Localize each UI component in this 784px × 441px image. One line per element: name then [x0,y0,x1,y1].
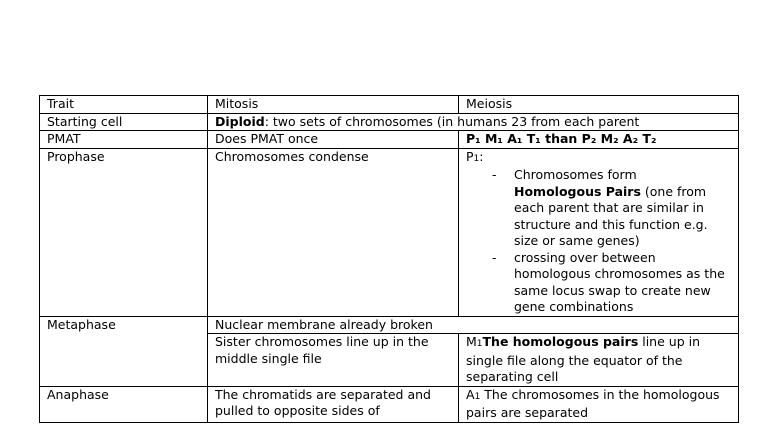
table-row-anaphase [40,386,739,422]
prophase-mitosis: Chromosomes condense [208,148,459,316]
row-label: PMAT [40,131,208,149]
metaphase-meiosis: M1The homologous pairs line up in single file along the equator of the separating cell [459,334,739,387]
pmat-meiosis-sequence: P₁ M₁ A₁ T₁ than P₂ M₂ A₂ T₂ [466,131,657,146]
anaphase-mitosis: The chromatids are separated and pulled to opposite sides of [208,386,459,422]
homologous-pairs-term: Homologous Pairs [514,183,641,199]
diploid-term: Diploid [215,113,265,129]
prophase-bullet-list [466,167,731,316]
header-meiosis: Meiosis [459,96,739,114]
pmat-mitosis: Does PMAT once [208,131,459,149]
homologous-pairs-term: The homologous pairs [482,334,639,349]
row-label: Prophase [40,148,208,316]
metaphase-shared: Nuclear membrane already broken [208,316,739,334]
anaphase-meiosis: A1 The chromosomes in the homologous pairs are separated [459,386,739,422]
starting-cell-value [208,113,739,131]
metaphase-mitosis: Sister chromosomes line up in the middle single file [208,334,459,387]
comparison-table [39,95,739,423]
list-item: - Chromosomes form Homologous Pairs (one from each parent that are similar in structure and this function e.g. size or same genes) [492,167,708,248]
row-label: Anaphase [40,386,208,422]
header-mitosis: Mitosis [208,96,459,114]
table-row-prophase [40,148,739,316]
table-row-starting-cell [40,113,739,131]
prophase-meiosis [459,148,739,316]
starting-cell-description: : two sets of chromosomes (in humans 23 from each parent [264,113,640,129]
list-item: - crossing over between homologous chromosomes as the same locus swap to create new gene combinations [492,249,725,314]
row-label: Metaphase [40,316,208,386]
row-label: Starting cell [40,113,208,131]
table-row-pmat [40,131,739,149]
prophase-meiosis-heading: P1: [466,148,484,164]
table-header-row [40,96,739,114]
pmat-meiosis [459,131,739,149]
table-row-metaphase [40,316,739,334]
header-trait: Trait [40,96,208,114]
